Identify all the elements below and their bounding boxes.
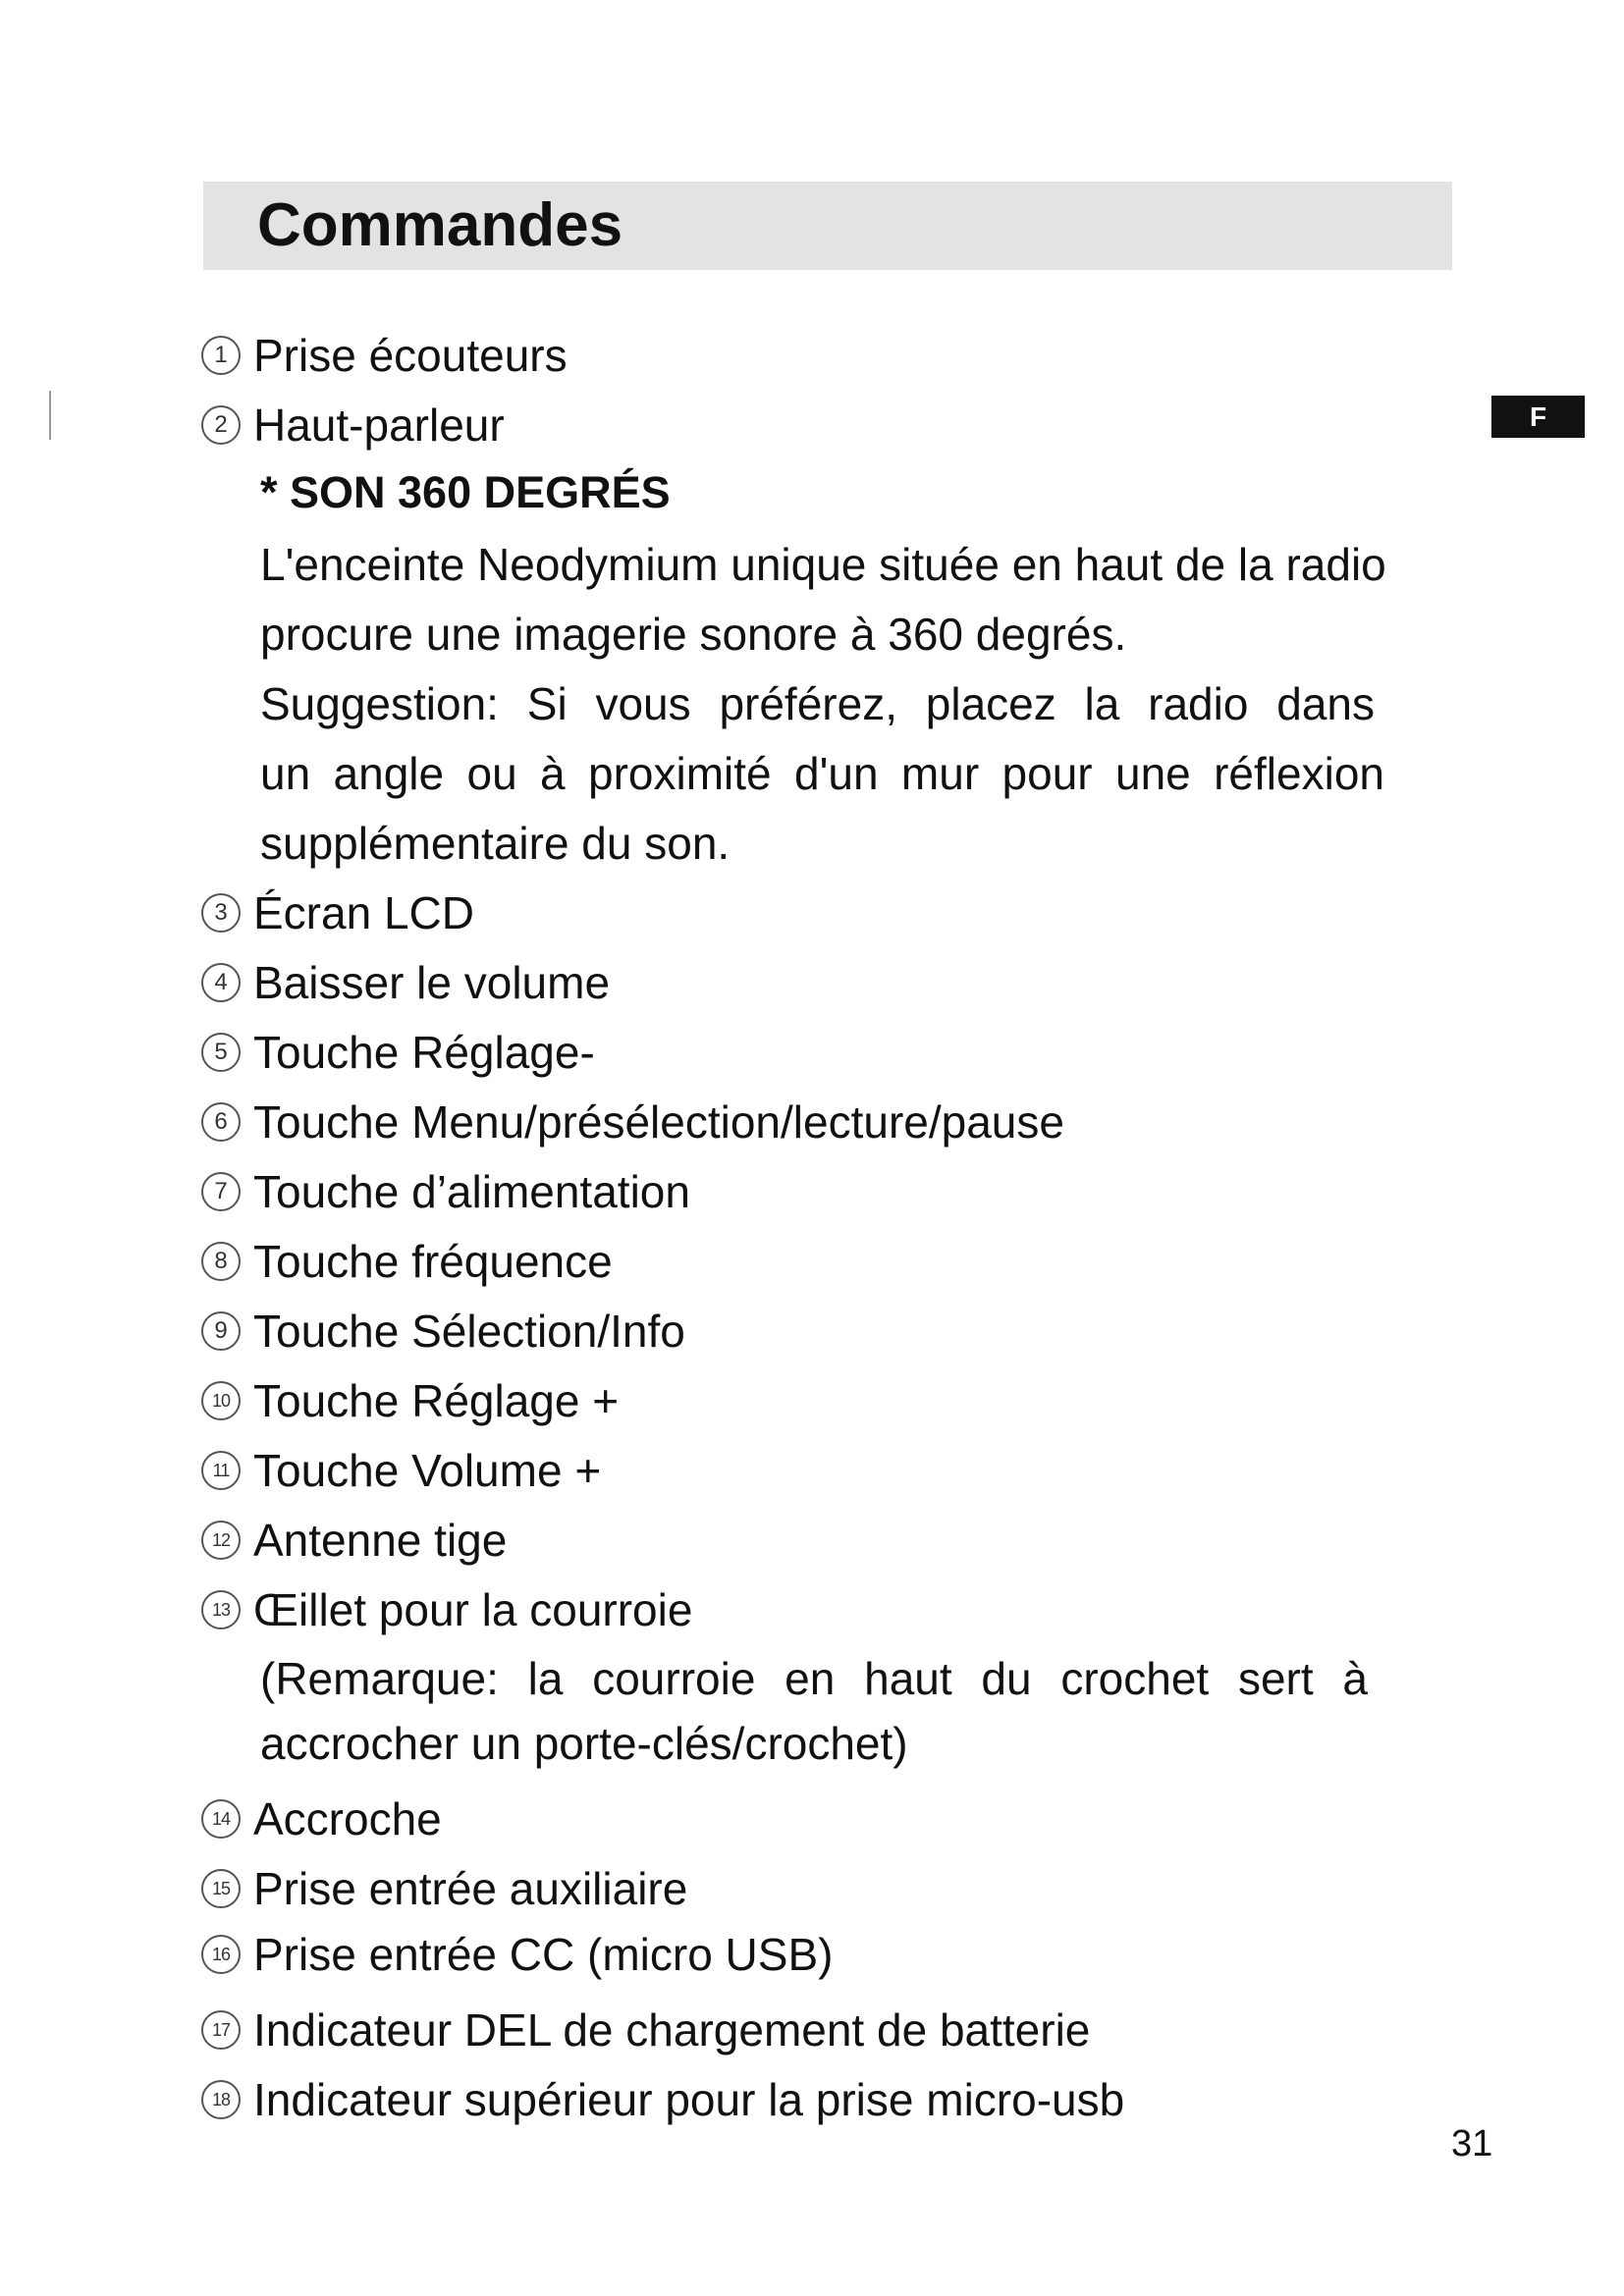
item-label: Prise écouteurs (253, 330, 568, 381)
remark-line: (Remarque: la courroie en haut du crochet sert à (260, 1653, 1368, 1704)
margin-mark (49, 391, 51, 440)
list-item (201, 1580, 692, 1639)
item-number-circle: 8 (201, 1242, 241, 1281)
list-item (201, 1789, 442, 1848)
item-label: Haut-parleur (253, 400, 505, 451)
item-number-circle: 6 (201, 1102, 241, 1142)
item-number-circle: 16 (201, 1935, 241, 1974)
item-number-circle: 10 (201, 1381, 241, 1420)
list-item (201, 1302, 685, 1361)
list-item (201, 1093, 1064, 1151)
page-number: 31 (1451, 2123, 1493, 2164)
item-label: Prise entrée CC (micro USB) (253, 1929, 834, 1980)
item-label: Baisser le volume (253, 957, 611, 1008)
item-number-circle: 17 (201, 2010, 241, 2050)
list-item (201, 1371, 619, 1430)
item-label: Touche Sélection/Info (253, 1306, 685, 1357)
item-label: Œillet pour la courroie (253, 1584, 693, 1635)
item-label: Écran LCD (253, 887, 474, 938)
item-number-circle: 11 (201, 1451, 241, 1490)
list-item (201, 396, 505, 454)
item-label: Prise entrée auxiliaire (253, 1863, 688, 1914)
list-item (201, 883, 474, 942)
item-number-circle: 18 (201, 2080, 241, 2119)
item-number-circle: 14 (201, 1799, 241, 1839)
list-item (201, 2070, 1124, 2129)
item-number-circle: 3 (201, 893, 241, 933)
item-label: Accroche (253, 1793, 442, 1844)
item-label: Touche fréquence (253, 1236, 613, 1287)
item-number-circle: 2 (201, 405, 241, 445)
item-label: Indicateur supérieur pour la prise micro-usb (253, 2074, 1125, 2125)
list-item (201, 326, 568, 385)
note-title: * SON 360 DEGRÉS (260, 467, 671, 517)
list-item (201, 1859, 687, 1918)
section-heading-bar (203, 182, 1452, 270)
list-item (201, 1023, 595, 1082)
section-heading: Commandes (257, 191, 623, 259)
item-label: Antenne tige (253, 1515, 508, 1566)
list-item (201, 1162, 690, 1221)
item-number-circle: 5 (201, 1033, 241, 1072)
item-label: Touche Réglage- (253, 1027, 595, 1078)
note-line: L'enceinte Neodymium unique située en haut de la radio (260, 539, 1386, 590)
item-label: Indicateur DEL de chargement de batterie (253, 2004, 1091, 2056)
list-item (201, 1232, 613, 1291)
item-label: Touche Menu/présélection/lecture/pause (253, 1096, 1064, 1148)
list-item (201, 2001, 1090, 2059)
note-line: supplémentaire du son. (260, 818, 731, 869)
item-number-circle: 4 (201, 963, 241, 1002)
item-number-circle: 7 (201, 1172, 241, 1211)
item-number-circle: 12 (201, 1521, 241, 1560)
list-item (201, 953, 610, 1012)
item-label: Touche Réglage + (253, 1375, 620, 1426)
item-number-circle: 13 (201, 1590, 241, 1629)
list-item (201, 1925, 833, 1984)
item-number-circle: 9 (201, 1311, 241, 1351)
note-line: un angle ou à proximité d'un mur pour une réflexion (260, 748, 1384, 799)
list-item (201, 1511, 507, 1570)
remark-line: accrocher un porte-clés/crochet) (260, 1718, 908, 1769)
item-label: Touche d’alimentation (253, 1166, 690, 1217)
item-number-circle: 1 (201, 336, 241, 375)
note-line: procure une imagerie sonore à 360 degrés. (260, 609, 1127, 660)
language-tab: F (1491, 396, 1585, 438)
item-label: Touche Volume + (253, 1445, 602, 1496)
list-item (201, 1441, 601, 1500)
item-number-circle: 15 (201, 1869, 241, 1908)
note-line: Suggestion: Si vous préférez, placez la radio dans (260, 678, 1375, 729)
